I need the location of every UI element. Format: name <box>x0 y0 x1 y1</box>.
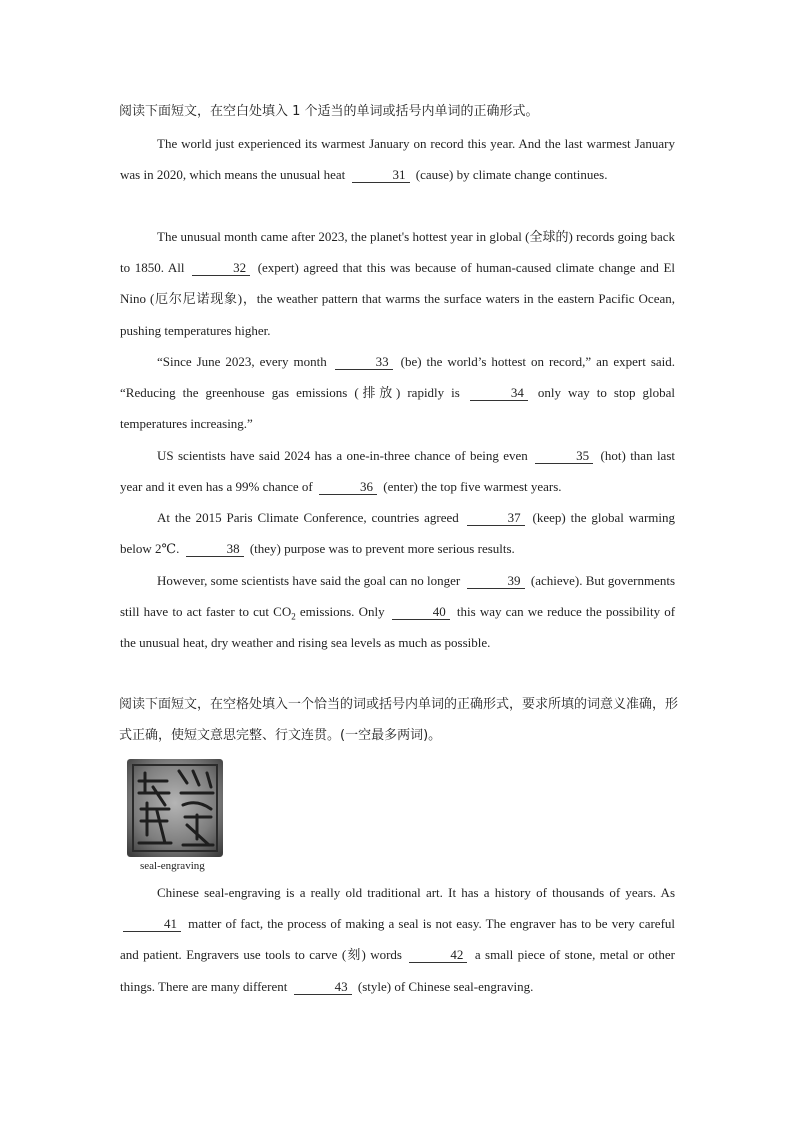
blank-31[interactable]: 31 <box>352 168 410 183</box>
blank-38[interactable]: 38 <box>186 542 244 557</box>
blank-42[interactable]: 42 <box>409 948 467 963</box>
blank-34[interactable]: 34 <box>470 386 528 401</box>
image-caption: seal-engraving <box>140 860 205 872</box>
paragraph-4: US scientists have said 2024 has a one-in-three chance of being even 35 (hot) than last year and it even has a 99% chance of 36 (enter) the top five warmest years. <box>120 448 675 495</box>
seal-engraving-image <box>127 759 223 857</box>
blank-41[interactable]: 41 <box>123 917 181 932</box>
paragraph-3: “Since June 2023, every month 33 (be) the world’s hottest on record,” an expert said. “Reducing the greenhouse gas emissions (排放) rapidly is 34 only way to stop global temperatures increasing.” <box>120 354 676 432</box>
blank-43[interactable]: 43 <box>294 980 352 995</box>
paragraph-2: The unusual month came after 2023, the planet's hottest year in global (全球的) records going back to 1850. All 32 (expert) agreed that this was because of human-caused climate change and El Nino (厄尔尼诺现象)，the weather pattern that warms the surface waters in the eastern Pacific Ocean, pushing temperatures higher. <box>120 229 676 338</box>
blank-32[interactable]: 32 <box>192 261 250 276</box>
section1-instruction: 阅读下面短文，在空白处填入 1 个适当的单词或括号内单词的正确形式。 <box>119 104 539 119</box>
paragraph-1: The world just experienced its warmest January on record this year. And the last warmest January was in 2020, which means the unusual heat 31 (cause) by climate change continues. <box>120 136 675 183</box>
section2-instruction: 阅读下面短文，在空格处填入一个恰当的词或括号内单词的正确形式，要求所填的词意义准确，形式正确，使短文意思完整、行文连贯。(一空最多两词)。 <box>119 697 679 743</box>
paragraph-6: However, some scientists have said the goal can no longer 39 (achieve). But governments still have to act faster to cut $CO_2$ emissions. Only 40 this way can we reduce the possibility of the unusual heat, dry weather and rising sea levels as much as possible. <box>120 573 676 651</box>
paragraph-7: Chinese seal-engraving is a really old traditional art. It has a history of thousands of years. As 41 matter of fact, the process of making a seal is not easy. The engraver has to be very careful and patient. Engravers use tools to carve (刻) words 42 a small piece of stone, metal or other things. There are many different 43 (style) of Chinese seal-engraving. <box>120 885 676 994</box>
blank-35[interactable]: 35 <box>535 449 593 464</box>
blank-33[interactable]: 33 <box>335 355 393 370</box>
seal-stamp-icon <box>127 759 223 857</box>
blank-36[interactable]: 36 <box>319 480 377 495</box>
blank-40[interactable]: 40 <box>392 605 450 620</box>
co2-subscript: 2 <box>291 611 296 622</box>
blank-37[interactable]: 37 <box>467 511 525 526</box>
blank-39[interactable]: 39 <box>467 574 525 589</box>
paragraph-5: At the 2015 Paris Climate Conference, countries agreed 37 (keep) the global warming below 2℃. 38 (they) purpose was to prevent more serious results. <box>120 510 676 557</box>
